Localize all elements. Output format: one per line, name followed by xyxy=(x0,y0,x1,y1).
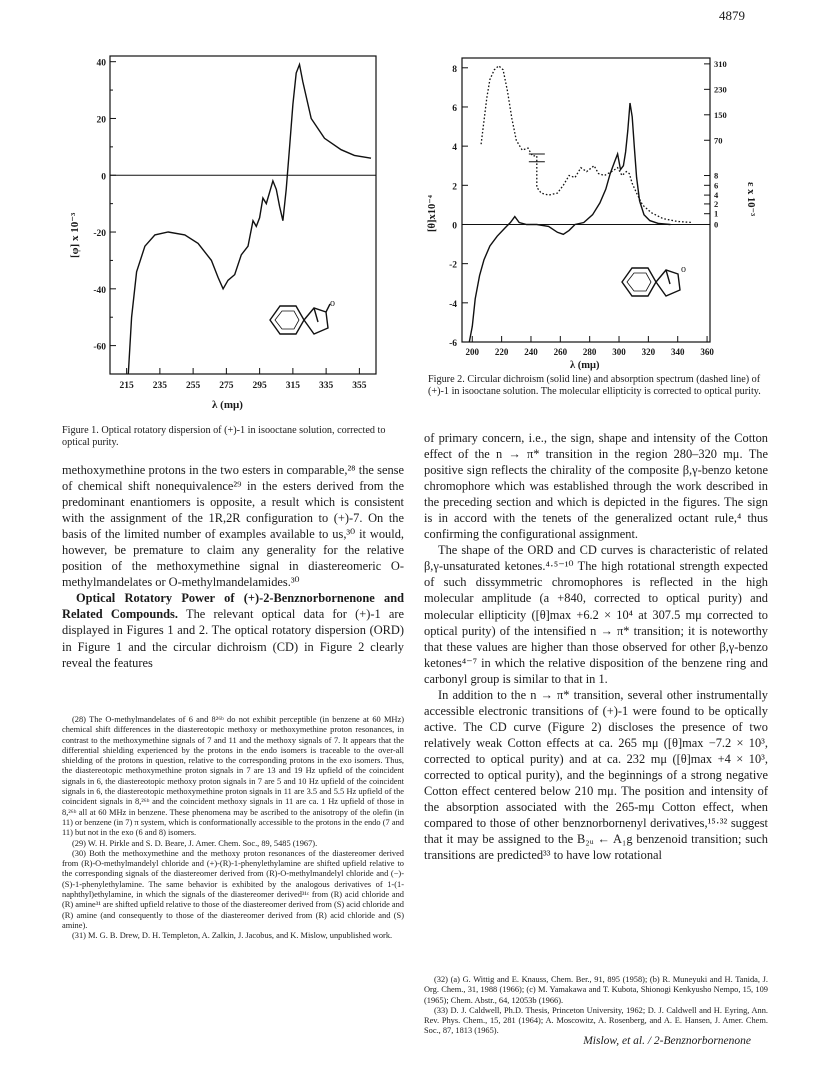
figure-2-ylabel-left: [θ]x10⁻⁴ xyxy=(427,195,438,232)
footnote-29: (29) W. H. Pirkle and S. D. Beare, J. Amer. Chem. Soc., 89, 5485 (1967). xyxy=(72,838,318,848)
running-footer: Mislow, et al. / 2-Benznorbornenone xyxy=(583,1035,751,1047)
left-column-body xyxy=(62,462,404,671)
figure-2-xtick-label: 260 xyxy=(553,347,568,357)
figure-1-xtick-label: 315 xyxy=(285,381,300,391)
figure-1-ytick-label: -60 xyxy=(93,342,106,353)
figure-2-right-tick-label: 310 xyxy=(714,58,727,69)
figure-1-frame xyxy=(110,56,376,374)
figure-2-xtick-label: 300 xyxy=(612,347,626,357)
figure-1-xtick-label: 355 xyxy=(352,381,367,391)
svg-text:o: o xyxy=(681,264,686,275)
figure-1-xtick-label: 215 xyxy=(119,381,134,391)
figure-2-frame xyxy=(462,58,710,342)
figure-2-right-tick-label: 8 xyxy=(714,170,719,181)
figure-2-right-tick-label: 70 xyxy=(714,135,723,146)
left-paragraph-2-text: The relevant optical data for (+)-1 are displayed in Figures 1 and 2. The optical rotatory dispersion (ORD) in Figure 1 and the circular dichroism (CD) in Figure 2 clearly reveal the features xyxy=(62,607,405,670)
figure-1-ord-chart xyxy=(60,40,400,420)
footnote-32: (32) (a) G. Wittig and E. Knauss, Chem. Ber., 91, 895 (1958); (b) R. Muneyuki and H. Tanida, J. Org. Chem., 31, 1988 (1966); (c) M. Yamakawa and T. Kubota, Shionogi Kenkyusho Nempo, 15, 109 (1965); Chem. Abstr., 64, 12053b (1966). xyxy=(424,975,768,1005)
right-footnotes xyxy=(424,975,768,1037)
left-footnotes xyxy=(62,715,404,942)
figure-2-ytick-label: -6 xyxy=(449,339,457,349)
benznorbornenone-structure xyxy=(622,264,686,296)
figure-1-ord-curve xyxy=(128,65,371,375)
left-paragraph-2 xyxy=(62,590,404,670)
footnote-30: (30) Both the methoxymethine and the methoxy proton resonances of the diastereomer derived from (R)-O-methylmandelyl chloride and (+)-(R)-1-phenylethylamine are shifted upfield relative to the corresponding signals of the diastereomer derived from (R)-O-methylmandelyl chloride and (−)-(S)-1-phenylethylamine. The same behavior is exhibited by the analogous derivatives of 1-(1-naphthyl)ethylamine, in which the signals of the diastereomer derived³¹ᶜ from (R) acid chloride and (R) amine³¹ are shifted upfield relative to those of the diastereomer derived from (S) acid chloride and (R) amine (and consequently to those of the diastereomer derived from (R) acid chloride and (S) amine). xyxy=(62,848,404,930)
figure-2-right-tick-label: 2 xyxy=(714,198,719,209)
right-paragraph-2: The shape of the ORD and CD curves is characteristic of related β,γ-unsaturated ketones.⁴·⁵⁻¹⁰ The high rotational strength expected of such dissymmetric chromophores is reflected in the high molecular amplitude (a +840, corrected to optical purity) and molecular ellipticity ([θ]max +6.2 × 10⁴ at 307.5 mμ corrected to optical purity) of the intensified n → π* transition; it is noteworthy that these values are higher than those observed for other β,γ-benzo ketones⁴⁻⁷ in which the relative disposition of the benzene ring and carbonyl group is similar to that in 1. xyxy=(424,543,768,686)
footnote-28: (28) The O-methylmandelates of 6 and 8²⁶ᵇ do not exhibit perceptible (in benzene at 60 MHz) chemical shift differences in the diastereotopic methoxy or methoxymethine proton resonances, in contrast to the methoxymethine signals of 7 and 11 and the methoxy signals of 7. It appears that the differential shielding experienced by the protons in the endo isomers is traceable to the over-all shielding of the protons in question, relative to the corresponding protons in the exo isomers. Thus, the diastereotopic methoxymethine proton signals in 7 are 13 and 19 Hz upfield of the coincident signals in 6, the diastereotopic methoxy proton signals in 7 are 5 and 10 Hz upfield of the coincident signals in 6, the diastereotopic methoxymethine proton signals in 11 are 3.5 and 5.5 Hz upfield of the coincident signals in 8,²⁶ᵇ and the coincident methoxy signals in 11 are ca. 1 Hz upfield of those in 8,²⁶ᵇ all at 60 MHz in benzene. These phenomena may be ascribed to the anisotropy of the olefin (in 11) or benzene (in 7) π system, which is conformationally accessible to the protons in the endo (7 and 11) but not in the exo (6 and 8) isomers. xyxy=(62,715,404,838)
figure-2-ytick-label: 6 xyxy=(452,103,457,114)
footnote-31: (31) M. G. B. Drew, D. H. Templeton, A. Zalkin, J. Jacobus, and K. Mislow, unpublished work. xyxy=(72,931,393,941)
figure-1-ylabel: [φ] x 10⁻³ xyxy=(69,212,81,258)
figure-2-ytick-label: 8 xyxy=(452,64,457,75)
section-heading: Optical Rotatory Power of (+)-2-Benznorbornenone and Related Compounds. xyxy=(62,591,404,622)
figure-1-xlabel: λ (mμ) xyxy=(212,399,243,411)
figure-2-xtick-label: 240 xyxy=(524,347,538,357)
figure-2-ytick-label: 4 xyxy=(452,143,457,154)
figure-1-ytick-label: 20 xyxy=(96,115,106,126)
figure-2-xtick-label: 280 xyxy=(582,347,597,357)
figure-2-ytick-label: -4 xyxy=(449,299,457,310)
figure-2-caption: Figure 2. Circular dichroism (solid line) and absorption spectrum (dashed line) of (+)-1 in isooctane solution. The molecular ellipticity is corrected to optical purity. xyxy=(428,374,761,398)
right-paragraph-3: In addition to the n → π* transition, several other instrumentally accessible electronic transitions of (+)-1 were found to be optically active. The CD curve (Figure 2) discloses the presence of two relatively weak Cotton effects at ca. 265 mμ ([θ]max −7.2 × 10³, corrected to optical purity) and at ca. 232 mμ ([θ]max +4 × 10³, corrected to optical purity), and the beginnings of a strong negative Cotton effect centered below 210 mμ. The position and intensity of the absorption associated with the 265-mμ Cotton effect, when compared to those of other benznorbornenyl derivatives,¹⁵·³² suggest that it may be assigned to the B₂ᵤ ← A₁g benzenoid transition; such transitions are predicted³³ to have low rotational xyxy=(424,687,768,863)
figure-1-caption: Figure 1. Optical rotatory dispersion of (+)-1 in isooctane solution, corrected to optical purity. xyxy=(62,425,386,449)
figure-2-right-tick-label: 6 xyxy=(714,180,719,191)
figure-2-xtick-label: 340 xyxy=(670,347,685,357)
figure-1-xtick-label: 275 xyxy=(219,381,234,391)
figure-2-right-tick-label: 0 xyxy=(714,219,719,230)
right-column-body xyxy=(424,430,768,863)
right-paragraph-1: of primary concern, i.e., the sign, shape and intensity of the Cotton effect of the n → π* transition in the region 280–320 mμ. The positive sign reflects the chirality of the composite β,γ-benzo ketone chromophore which was established through the work described in the preceding section and which is depicted in the figures. The sign is in accord with the tenets of the generalized octant rule,⁴ thus confirming the configurational assignment. xyxy=(424,431,768,542)
figure-2-cd-chart xyxy=(420,42,760,372)
figure-2-xtick-label: 200 xyxy=(465,347,480,357)
figure-2-ylabel-right: ε x 10⁻³ xyxy=(745,182,756,217)
figure-2-right-tick-label: 150 xyxy=(714,109,727,120)
figure-1-ytick-label: 40 xyxy=(96,58,106,69)
figure-2-right-tick-label: 230 xyxy=(714,84,727,95)
left-paragraph-1: methoxymethine protons in the two esters in comparable,²⁸ the sense of chemical shift nonequivalence²⁹ in the esters derived from the predominant enantiomers is opposite, a result which is consistent with the assignment of the 1R,2R configuration to (+)-7. On the basis of the limited number of examples available to us,³⁰ it would, however, be premature to claim any generality for the relative position of the methoxymethine signal in diastereomeric O-methylmandelates or O-methylmandelamides.³⁰ xyxy=(62,463,404,590)
figure-1-ytick-label: -20 xyxy=(93,229,106,240)
benznorbornenone-structure xyxy=(270,298,335,334)
figure-1-xtick-label: 295 xyxy=(252,381,267,391)
figure-2-absorption-curve xyxy=(481,66,692,223)
figure-1-ytick-label: -40 xyxy=(93,285,106,296)
svg-text:o: o xyxy=(330,298,335,309)
figure-2-xtick-label: 220 xyxy=(494,347,509,357)
figure-2-cd-curve xyxy=(469,103,670,342)
figure-1-ytick-label: 0 xyxy=(101,172,106,183)
figure-2-ytick-label: 0 xyxy=(452,221,457,232)
figure-2-xtick-label: 320 xyxy=(641,347,656,357)
figure-2-right-tick-label: 1 xyxy=(714,208,719,219)
figure-2-ytick-label: -2 xyxy=(449,260,457,271)
footnote-33: (33) D. J. Caldwell, Ph.D. Thesis, Princeton University, 1962; D. J. Caldwell and H. Eyring, Ann. Rev. Phys. Chem., 15, 281 (1964); A. Moscowitz, A. Rosenberg, and A. E. Hansen, J. Amer. Chem. Soc., 87, 1813 (1965). xyxy=(424,1005,768,1036)
figure-1-xtick-label: 235 xyxy=(152,381,167,391)
page-number: 4879 xyxy=(719,8,745,23)
figure-2-xlabel: λ (mμ) xyxy=(570,360,600,371)
figure-1-xtick-label: 335 xyxy=(319,381,334,391)
figure-2-ytick-label: 2 xyxy=(452,182,457,193)
figure-1-xtick-label: 255 xyxy=(186,381,201,391)
figure-2-xtick-label: 360 xyxy=(700,347,714,357)
figure-2-right-tick-label: 4 xyxy=(714,190,719,201)
